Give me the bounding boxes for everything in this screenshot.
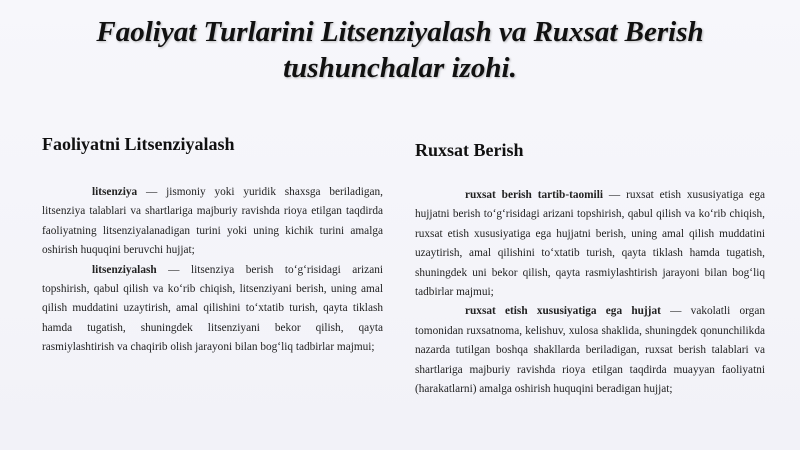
definition-text: — ruxsat etish xususiyatiga ega hujjatni berish to‘g‘risidagi arizani topshirish, qabul qilish va ko‘rib chiqish, ruxsat etish xususiyatiga ega hujjatni berish, uning amal qilish muddatini uzaytirish, amal qilishini to‘xtatib turish, qayta tiklash hamda tugatish, shuningdek uni bekor qilish, qayta rasmiylashtirish jarayoni bilan bog‘liq tadbirlar majmui; [415,189,765,299]
definition-paragraph [415,186,765,302]
definition-paragraph [42,183,383,261]
definition-text: — vakolatli organ tomonidan ruxsatnoma, kelishuv, xulosa shaklida, shuningdek qonunchilikda nazarda tutilgan boshqa shakllarda beriladigan, ruxsat berish talablari va shartlariga majburiy ravishda rioya etilgan taqdirda muayyan faoliyatni (harakatlarni) amalga oshirish huquqini beradigan hujjat; [415,305,765,396]
definition-term: litsenziya [92,186,138,198]
definition-paragraph [415,302,765,399]
right-column-body [415,186,765,399]
definition-term: ruxsat etish xususiyatiga ega hujjat [465,305,661,318]
left-column [42,130,383,358]
definition-text: — jismoniy yoki yuridik shaxsga beriladigan, litsenziya talablari va shartlariga majburiy ravishda rioya etilgan taqdirda faoliyatning litsenziyalanadigan turini yoki uning kichik turini amalga oshirish huquqini beruvchi hujjat; [42,186,383,257]
definition-paragraph [42,261,383,358]
right-column-heading: Ruxsat Berish [415,140,524,160]
left-column-body [42,183,383,358]
left-column-heading: Faoliyatni Litsenziyalash [42,134,235,154]
definition-term: ruxsat berish tartib-taomili [465,189,603,201]
right-column [415,130,765,399]
definition-term: litsenziyalash [92,263,157,276]
definition-text: — litsenziya berish to‘g‘risidagi arizani topshirish, qabul qilish va ko‘rib chiqish, litsenziyani berish, uning amal qilish muddatini uzaytirish, amal qilishini to‘xtatib turish, qayta tiklash hamda tugatish, shuningdek litsenziyani bekor qilish, qayta rasmiylashtirish va chaqirib olish jarayoni bilan bog‘liq tadbirlar majmui; [42,263,383,354]
slide-title: Faoliyat Turlarini Litsenziyalash va Ruxsat Berish tushunchalar izohi. [96,16,704,84]
